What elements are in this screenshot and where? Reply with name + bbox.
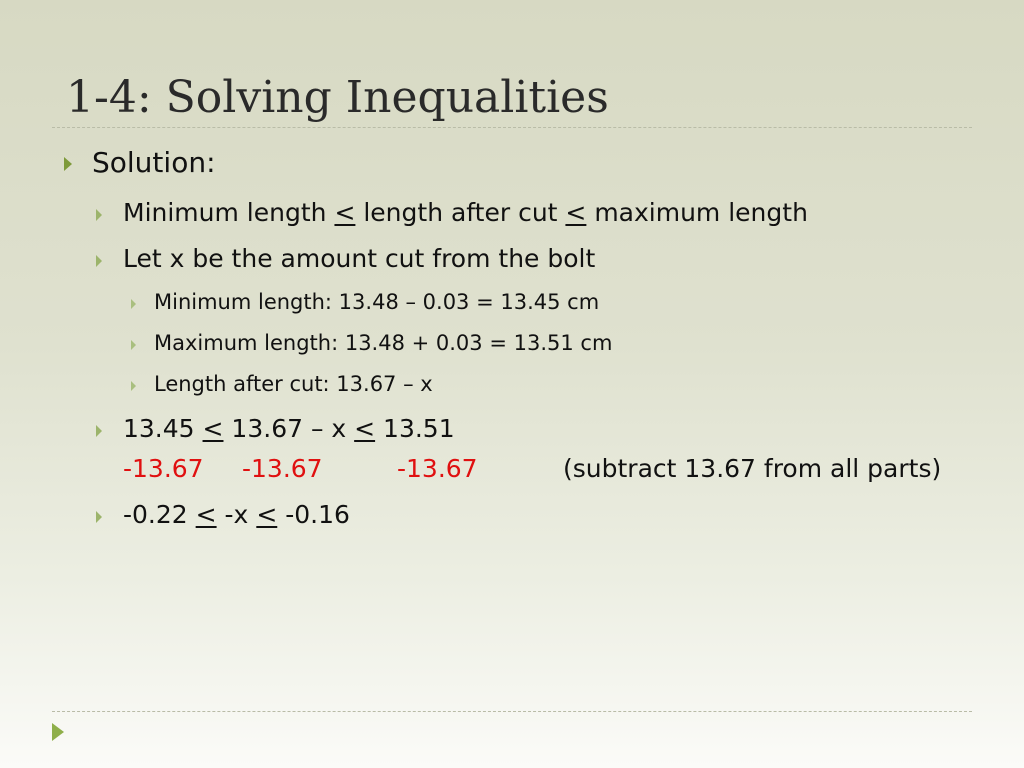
bullet-solution: Solution: (92, 146, 216, 179)
bullet-result: -0.22 < -x < -0.16 (123, 500, 350, 529)
bullet-arrow-icon (96, 511, 102, 523)
subtract-value-2: -13.67 (242, 454, 323, 483)
bullet-arrow-icon (64, 157, 72, 171)
title-divider (52, 127, 972, 128)
bullet-minimum-length: Minimum length: 13.48 – 0.03 = 13.45 cm (154, 290, 600, 314)
bullet-length-relation: Minimum length < length after cut < maximum length (123, 198, 808, 227)
subtract-value-3: -13.67 (397, 454, 478, 483)
subtract-note: (subtract 13.67 from all parts) (563, 454, 942, 483)
bullet-arrow-icon (96, 255, 102, 267)
bullet-let-x: Let x be the amount cut from the bolt (123, 244, 596, 273)
subtract-value-1: -13.67 (123, 454, 204, 483)
bullet-maximum-length: Maximum length: 13.48 + 0.03 = 13.51 cm (154, 331, 613, 355)
bullet-arrow-icon (96, 425, 102, 437)
bullet-arrow-icon (131, 381, 136, 391)
next-slide-arrow-icon[interactable] (52, 723, 64, 741)
slide-title: 1-4: Solving Inequalities (66, 72, 609, 123)
bullet-arrow-icon (131, 299, 136, 309)
bullet-arrow-icon (96, 209, 102, 221)
bullet-length-after-cut: Length after cut: 13.67 – x (154, 372, 433, 396)
bullet-arrow-icon (131, 340, 136, 350)
bullet-inequality: 13.45 < 13.67 – x < 13.51 (123, 414, 455, 443)
footer-divider (52, 711, 972, 712)
